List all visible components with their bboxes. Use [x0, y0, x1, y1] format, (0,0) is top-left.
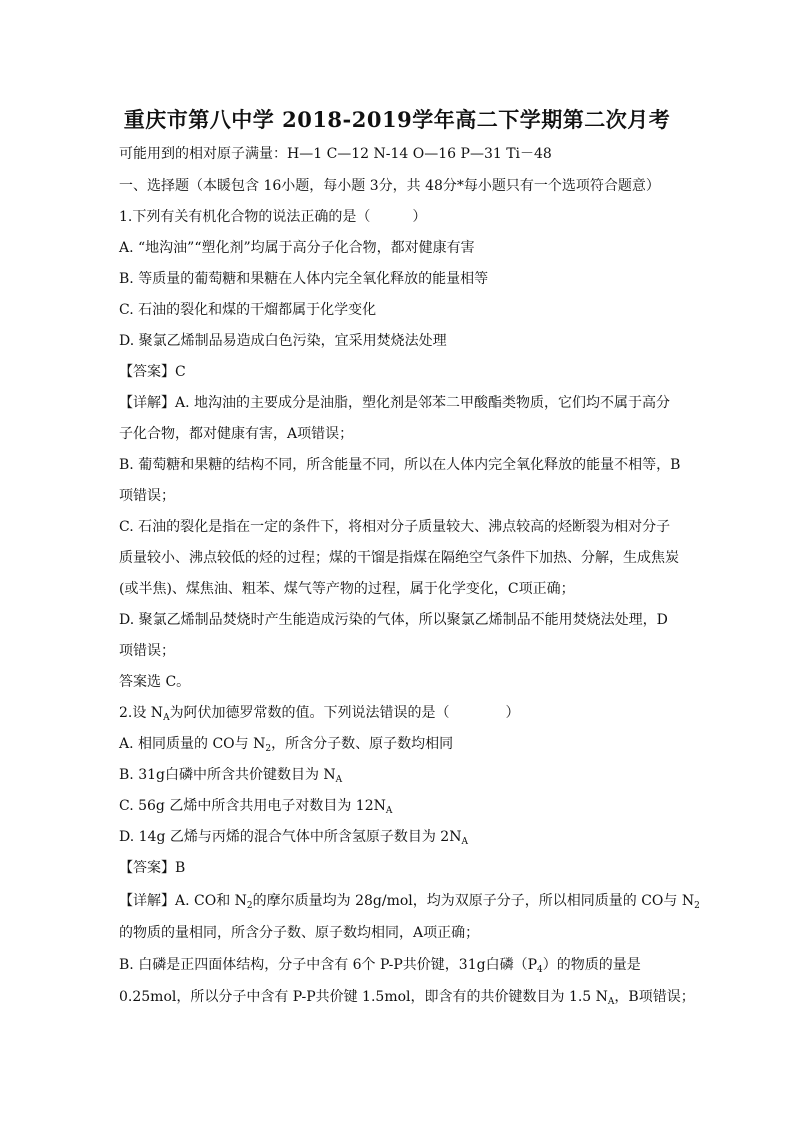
q1-option-c: C. 石油的裂化和煤的干熘都属于化学变化: [119, 302, 377, 318]
subscript-2: 2: [246, 901, 253, 911]
q2-option-a-pre: A. 相同质量的 CO与 N: [119, 736, 266, 752]
q1-detail-b-2: 项错误；: [119, 488, 175, 504]
q1-option-b: B. 等质量的葡萄糖和果糖在人体内完全氧化释放的能量相等: [119, 271, 489, 287]
q1-detail-d-2: 项错误；: [119, 643, 175, 659]
q2-option-d: [119, 828, 679, 846]
q2-detail-b-2-post: ，B项错误；: [614, 989, 695, 1005]
q1-detail-c-3: (或半焦)、煤焦油、粗苯、煤气等产物的过程，属于化学变化，C项正确；: [119, 581, 575, 597]
q1-conclusion: 答案选 C。: [119, 674, 191, 690]
q2-option-c: [119, 797, 679, 815]
q2-stem: [119, 704, 679, 722]
subscript-a: A: [335, 775, 343, 785]
document-title: 重庆市第八中学 2018-2019学年高二下学期第二次月考: [123, 107, 671, 132]
q2-option-b: [119, 766, 679, 784]
q1-detail-b-1: B. 葡萄糖和果糖的结构不同，所含能量不同，所以在人体内完全氧化释放的能量不相等，B: [119, 457, 681, 473]
q2-option-a: [119, 735, 679, 753]
q2-detail-b-1: [119, 956, 679, 974]
q1-option-d: D. 聚氯乙烯制品易造成白色污染，宜采用焚烧法处理: [119, 333, 447, 349]
q2-detail-a-pre: 【详解】A. CO和 N: [119, 893, 247, 909]
section-header: 一、选择题（本䁔包含 16小题，每小题 3分，共 48分*每小题只有一个选项符合题意）: [119, 178, 660, 194]
q2-detail-a-1: [119, 892, 700, 911]
q2-detail-b-2-pre: 0.25mol，所以分子中含有 P-P共价键 1.5mol，即含有的共价键数目为 1.5 N: [119, 989, 608, 1005]
q1-stem: 1.下列有关有机化合物的说法正确的是（ ）: [119, 209, 427, 225]
q2-stem-pre: 2.设 N: [119, 705, 164, 721]
subscript-a: A: [461, 837, 468, 847]
q2-detail-b-2: [119, 988, 695, 1007]
q1-detail-d-1: D. 聚氯乙烯制品焚烧时产生能造成污染的气体，所以聚氯乙烯制品不能用焚烧法处理，D: [119, 612, 668, 628]
q2-detail-a-2: 的物质的量相同，所含分子数、原子数均相同，A项正确；: [119, 925, 480, 941]
q2-stem-post: 为阿伏加德罗常数的值。下列说法错误的是（ ）: [169, 705, 520, 721]
q1-detail-a-2: 子化合物，都对健康有害，A项错误；: [119, 426, 354, 442]
atomic-mass-line: 可能用到的相对原子满量：H—1 C—12 N-14 O—16 P—31 Ti－48: [119, 146, 552, 162]
subscript-4: 4: [537, 965, 543, 975]
subscript-2: 2: [694, 901, 700, 911]
subscript-a: A: [607, 997, 615, 1007]
q1-detail-c-2: 质量较小、沸点较低的烃的过程；煤的干馏是指煤在隔绝空气条件下加热、分解，生成焦炭: [119, 550, 679, 566]
q2-detail-b-pre: B. 白磷是正四面体结构，分子中含有 6个 P-P共价键，31g白磷（P: [119, 957, 537, 973]
subscript-a: A: [163, 713, 170, 723]
q1-option-a: A. “地沟油”“塑化剂”均属于高分子化合物，都对健康有害: [119, 240, 475, 256]
q1-answer: 【答案】C: [119, 364, 186, 380]
q2-detail-a-mid: 的摩尔质量均为 28g/mol，均为双原子分子，所以相同质量的 CO与 N: [252, 893, 695, 909]
q1-detail-a-1: 【详解】A. 地沟油的主要成分是油脂，塑化剂是邻苯二甲酸酯类物质，它们均不属于高分: [119, 395, 671, 411]
q1-detail-c-1: C. 石油的裂化是指在一定的条件下，将相对分子质量较大、沸点较高的烃断裂为相对分子: [119, 519, 671, 535]
subscript-2: 2: [265, 744, 272, 754]
q2-detail-b-post: ）的物质的量是: [542, 957, 641, 973]
q2-option-b-pre: B. 31g白磷中所含共价键数目为 N: [119, 767, 336, 783]
subscript-a: A: [385, 806, 393, 816]
q2-option-a-post: ，所含分子数、原子数均相同: [271, 736, 454, 752]
q2-option-c-pre: C. 56g 乙烯中所含共用电子对数目为 12N: [119, 798, 386, 814]
q2-option-d-pre: D. 14g 乙烯与丙烯的混合气体中所含氢原子数目为 2N: [119, 829, 462, 845]
q2-answer: 【答案】B: [119, 860, 186, 876]
